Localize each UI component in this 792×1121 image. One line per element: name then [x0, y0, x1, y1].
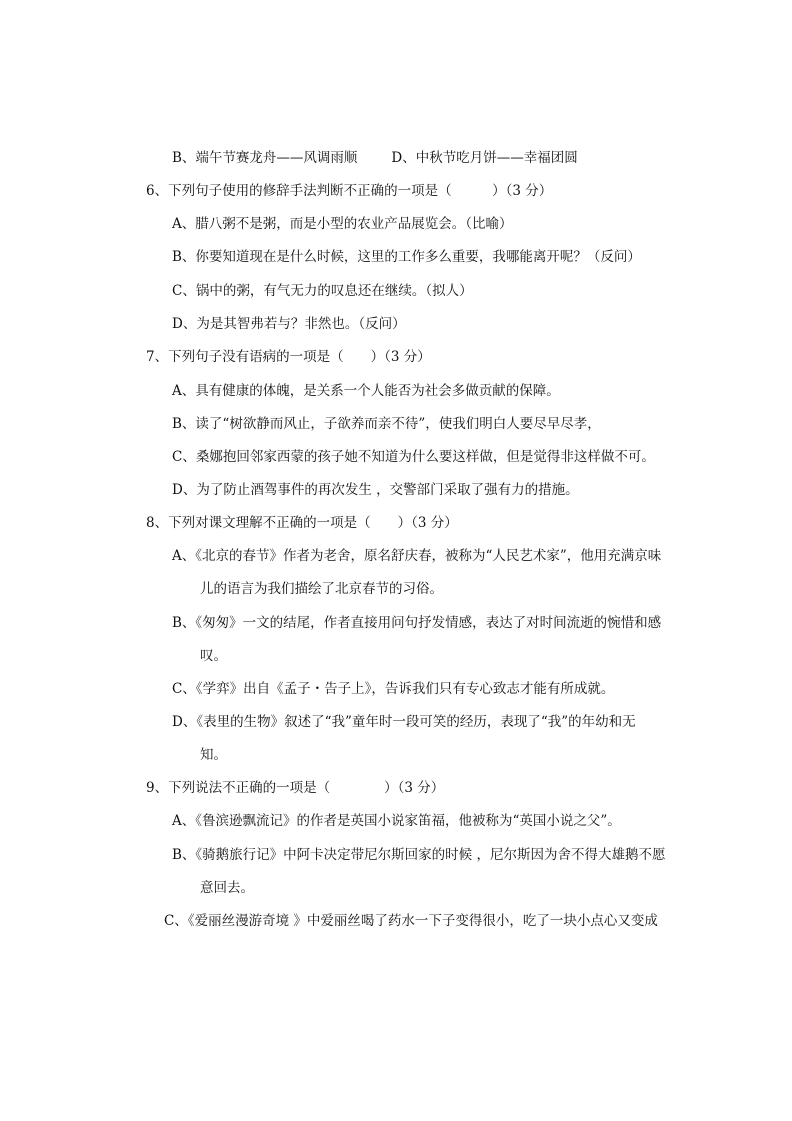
q7-option-d: D、为了防止酒驾事件的再次发生 ，交警部门采取了强有力的措施。	[172, 482, 579, 498]
q9-option-c: C、《爱丽丝漫游奇境 》中爱丽丝喝了药水一下子变得很小，吃了一块小点心又变成	[164, 913, 658, 929]
q7-option-b: B、读了“树欲静而风止，子欲养而亲不待”，使我们明白人要尽早尽孝，	[172, 416, 601, 432]
q8-option-a-line2: 儿的语言为我们描绘了北京春节的习俗。	[200, 581, 443, 597]
q9-option-a: A、《鲁滨逊飘流记》的作者是英国小说家笛福，他被称为“英国小说之父”。	[172, 813, 621, 829]
q9-option-b-line1: B、《骑鹅旅行记》中阿卡决定带尼尔斯回家的时候 ，尼尔斯因为舍不得大雄鹅不愿	[172, 847, 666, 863]
q6-option-a: A、腊八粥不是粥，而是小型的农业产品展览会。（比喻）	[172, 216, 513, 232]
q5-option-b: B、端午节赛龙舟——风调雨顺	[172, 150, 358, 166]
question-8: 8、下列对课文理解不正确的一项是（ ）（3 分）	[146, 515, 458, 531]
q7-option-c: C、桑娜抱回邻家西蒙的孩子她不知道为什么要这样做，但是觉得非这样做不可。	[172, 449, 655, 465]
q8-option-d-line1: D、《表里的生物》叙述了“我”童年时一段可笑的经历，表现了“我”的年幼和无	[172, 714, 636, 730]
q9-option-b-line2: 意回去。	[200, 880, 254, 896]
question-7: 7、下列句子没有语病的一项是（ ）（3 分）	[146, 349, 431, 365]
q7-option-a: A、具有健康的体魄，是关系一个人能否为社会多做贡献的保障。	[172, 383, 560, 399]
q8-option-b-line1: B、《匆匆》一文的结尾，作者直接用问句抒发情感，表达了对时间流逝的惋惜和感	[172, 615, 662, 631]
q6-option-b: B、你要知道现在是什么时候，这里的工作多么重要，我哪能离开呢？（反问）	[172, 249, 641, 265]
q6-option-c: C、锅中的粥，有气无力的叹息还在继续。（拟人）	[172, 283, 473, 299]
q8-option-b-line2: 叹。	[200, 648, 227, 664]
q5-option-d: D、中秋节吃月饼——幸福团圆	[391, 150, 578, 166]
q5-options-row	[172, 148, 578, 168]
q8-option-a-line1: A、《北京的春节》作者为老舍，原名舒庆春，被称为“人民艺术家”，他用充满京味	[172, 548, 662, 564]
question-6: 6、下列句子使用的修辞手法判断不正确的一项是（ ）（3 分）	[146, 183, 553, 199]
q8-option-d-line2: 知。	[200, 747, 227, 763]
q8-option-c: C、《学弈》出自《孟子・告子上》，告诉我们只有专心致志才能有所成就。	[172, 681, 615, 697]
question-9: 9、下列说法不正确的一项是（ ）（3 分）	[146, 780, 445, 796]
q6-option-d: D、为是其智弗若与？非然也。（反问）	[172, 316, 406, 332]
